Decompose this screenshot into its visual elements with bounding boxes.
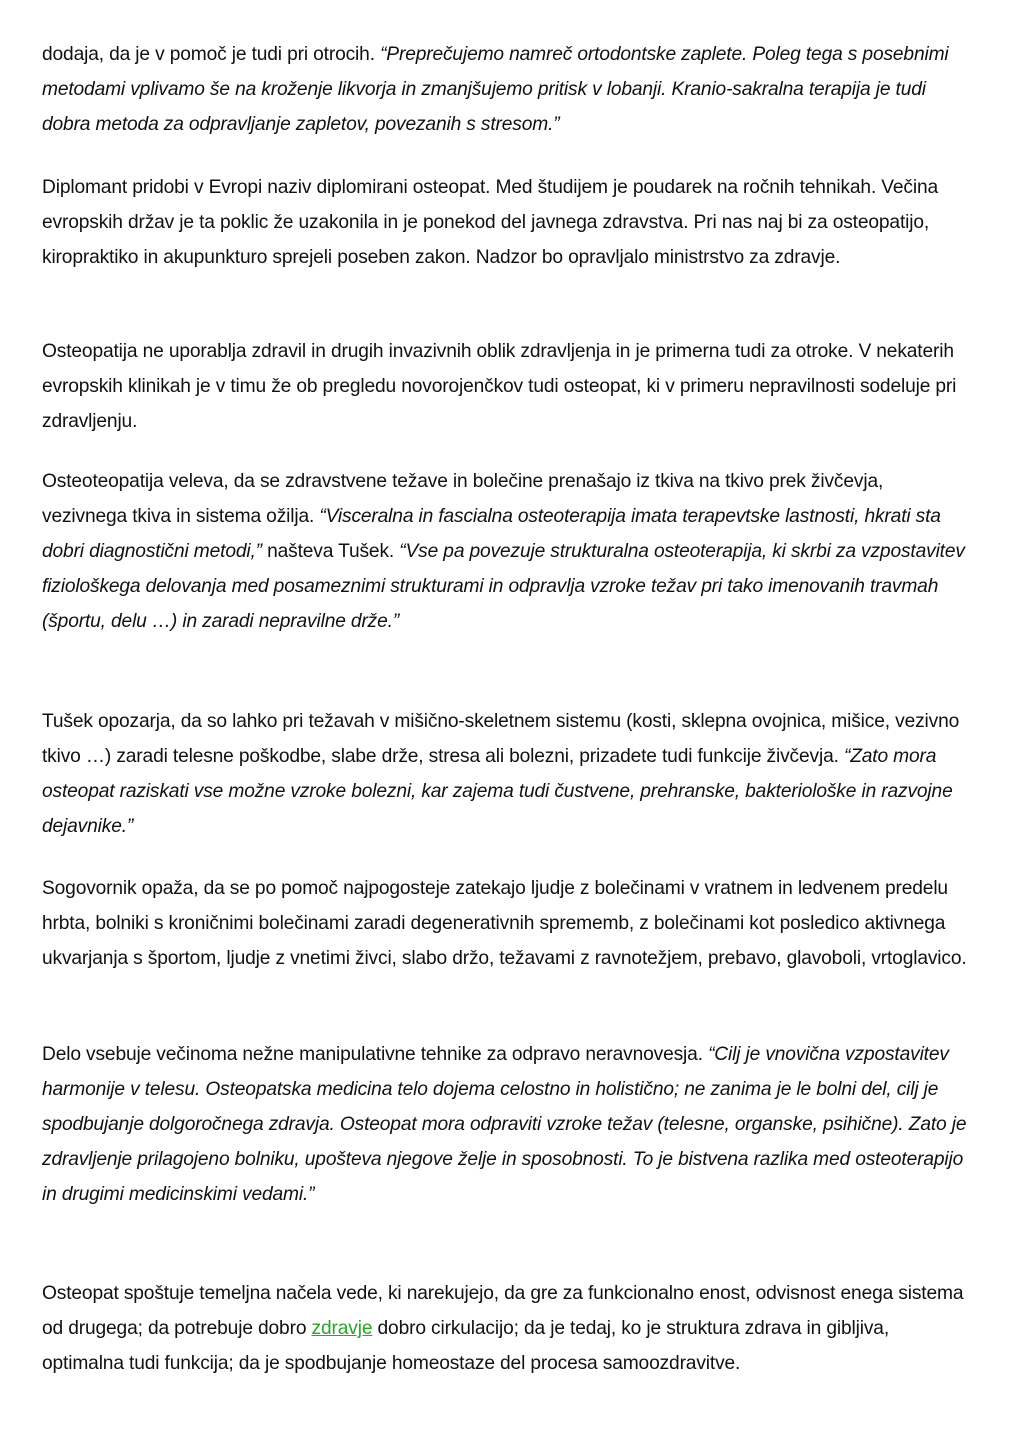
paragraph-5 [42,704,972,844]
paragraph-1 [42,37,972,142]
quote: “Preprečujemo namreč ortodontske zaplete. Poleg tega s posebnimi metodami vplivamo še na kroženje likvorja in zmanjšujemo pritisk v lobanji. Kranio-sakralna terapija je tudi dobra metoda za odpravljanje zapletov, povezanih s stresom.” [42,44,949,135]
paragraph-7 [42,1037,972,1212]
paragraph-text: Sogovornik opaža, da se po pomoč najpogosteje zatekajo ljudje z bolečinami v vratnem in ledvenem predelu hrbta, bolniki s kroničnimi bolečinami zaradi degenerativnih sprememb, z bolečinami kot posledico aktivnega ukvarjanja s športom, ljudje z vnetimi živci, slabo držo, težavami z ravnotežjem, prebavo, glavoboli, vrtoglavico. [42,878,967,969]
paragraph-6 [42,871,972,976]
quote: “Zato mora osteopat raziskati vse možne vzroke bolezni, kar zajema tudi čustvene, prehranske, bakteriološke in razvojne dejavnike.” [42,746,953,837]
paragraph-text: Osteoteopatija veleva, da se zdravstvene težave in bolečine prenašajo iz tkiva na tkivo prek živčevja, vezivnega tkiva in sistema ožilja. [42,471,884,527]
paragraph-text: Osteopatija ne uporablja zdravil in drugih invazivnih oblik zdravljenja in je primerna tudi za otroke. V nekaterih evropskih klinikah je v timu že ob pregledu novorojenčkov tudi osteopat, ki v primeru nepravilnosti sodeluje pri zdravljenju. [42,341,957,432]
paragraph-2 [42,170,972,275]
paragraph-text: Osteopat spoštuje temeljna načela vede, ki narekujejo, da gre za funkcionalno enost, odvisnost enega sistema od drugega; da potrebuje dobro [42,1283,964,1339]
paragraph-text: dodaja, da je v pomoč je tudi pri otrocih. [42,44,381,65]
paragraph-4 [42,464,972,639]
quote: “Vse pa povezuje strukturalna osteoterapija, ki skrbi za vzpostavitev fiziološkega delovanja med posameznimi strukturami in odpravlja vzroke težav pri tako imenovanih travmah (športu, delu …) in zaradi nepravilne drže.” [42,541,965,632]
zdravje-link[interactable]: zdravje [311,1318,373,1339]
quote: “Cilj je vnovična vzpostavitev harmonije v telesu. Osteopatska medicina telo dojema celostno in holistično; ne zanima je le bolni del, cilj je spodbujanje dolgoročnega zdravja. Osteopat mora odpraviti vzroke težav (telesne, organske, psihične). Zato je zdravljenje prilagojeno bolniku, upošteva njegove želje in sposobnosti. To je bistvena razlika med osteoterapijo in drugimi medicinskimi vedami.” [42,1044,967,1205]
paragraph-3 [42,334,972,439]
paragraph-8 [42,1276,972,1381]
paragraph-text: Delo vsebuje večinoma nežne manipulativne tehnike za odpravo neravnovesja. [42,1044,709,1065]
paragraph-text: dobro cirkulacijo; da je tedaj, ko je struktura zdrava in gibljiva, optimalna tudi funkcija; da je spodbujanje homeostaze del procesa samoozdravitve. [42,1318,889,1374]
paragraph-text: Diplomant pridobi v Evropi naziv diplomirani osteopat. Med študijem je poudarek na ročnih tehnikah. Večina evropskih držav je ta poklic že uzakonila in je ponekod del javnega zdravstva. Pri nas naj bi za osteopatijo, kiropraktiko in akupunkturo sprejeli poseben zakon. Nadzor bo opravljalo ministrstvo za zdravje. [42,177,939,268]
paragraph-text: Tušek opozarja, da so lahko pri težavah v mišično-skeletnem sistemu (kosti, sklepna ovojnica, mišice, vezivno tkivo …) zaradi telesne poškodbe, slabe drže, stresa ali bolezni, prizadete tudi funkcije živčevja. [42,711,960,767]
paragraph-text: našteva Tušek. [261,541,400,562]
quote: “Visceralna in fascialna osteoterapija imata terapevtske lastnosti, hkrati sta dobri diagnostični metodi,” [42,506,941,562]
